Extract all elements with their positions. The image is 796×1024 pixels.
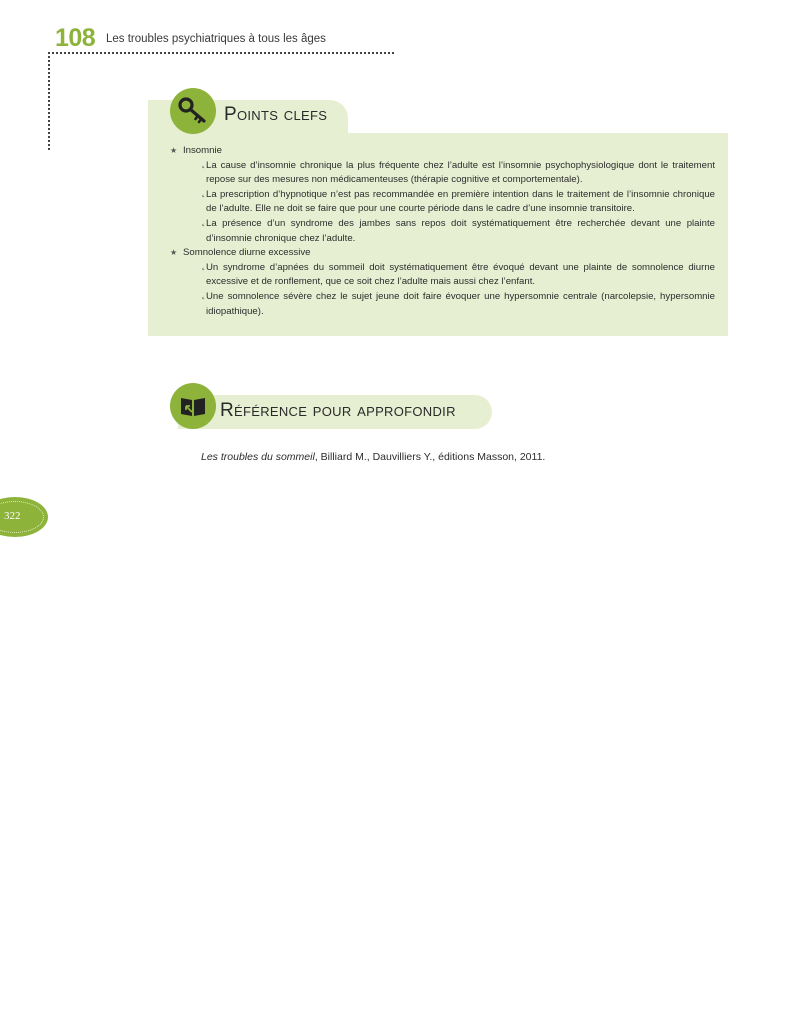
bullet-tick-icon: ˛ — [202, 157, 206, 169]
reference-citation — [201, 451, 545, 463]
reference-citation-details: , Billiard M., Dauvilliers Y., éditions Masson, 2011. — [314, 451, 546, 463]
margin-dotted-rule — [48, 52, 50, 150]
reference-book-title: Les troubles du sommeil — [201, 451, 315, 463]
bullet-tick-icon: ˛ — [202, 215, 206, 227]
bullet-tick-icon: ˛ — [202, 186, 206, 198]
bullet-star-icon: ★ — [170, 248, 178, 258]
key-points-list — [170, 144, 715, 319]
key-points-title: Points clefs — [224, 104, 328, 125]
chapter-side-tab — [0, 497, 48, 537]
key-point-subitem-text: La présence d’un syndrome des jambes sans repos doit systématiquement être recherchée devant une plainte d’insomnie chronique chez l’adulte. — [206, 217, 715, 244]
key-point-subitem-text: Une somnolence sévère chez le sujet jeune doit faire évoquer une hypersomnie centrale (narcolepsie, hypersomnie idiopathique). — [206, 290, 715, 317]
key-point-label: Somnolence diurne excessive — [183, 247, 311, 259]
key-point-subitem — [170, 290, 715, 319]
key-point-subitem — [170, 261, 715, 290]
side-tab-number: 322 — [4, 510, 21, 522]
key-point-subitem-text: La cause d’insomnie chronique la plus fréquente chez l’adulte est l’insomnie psychophysiologique dont le traitement repose sur des mesures non médicamenteuses (thérapie cognitive et comportementale). — [206, 159, 715, 186]
header-dotted-rule — [48, 52, 394, 54]
running-title: Les troubles psychiatriques à tous les âges — [106, 33, 326, 45]
key-point-item — [170, 246, 715, 261]
bullet-tick-icon: ˛ — [202, 259, 206, 271]
key-icon — [170, 88, 216, 134]
key-point-item — [170, 144, 715, 159]
key-point-subitem — [170, 217, 715, 246]
reference-title: Référence pour approfondir — [220, 400, 456, 421]
bullet-tick-icon: ˛ — [202, 288, 206, 300]
key-point-label: Insomnie — [183, 145, 222, 156]
key-point-subitem — [170, 188, 715, 217]
bullet-star-icon: ★ — [170, 146, 178, 155]
key-point-subitem — [170, 159, 715, 188]
book-icon — [170, 383, 216, 429]
key-point-subitem-text: Un syndrome d’apnées du sommeil doit systématiquement être évoqué devant une plainte de somnolence diurne excessive et de ronflement, que ce soit chez l’adulte mais aussi chez l’enfant. — [206, 261, 715, 288]
key-point-subitem-text: La prescription d’hypnotique n’est pas recommandée en première intention dans le traitement de l’insomnie chronique de l’adulte. Elle ne doit se faire que pour une courte période dans le cadre d’une insomnie transitoire. — [206, 188, 715, 215]
page-number: 108 — [55, 24, 96, 52]
